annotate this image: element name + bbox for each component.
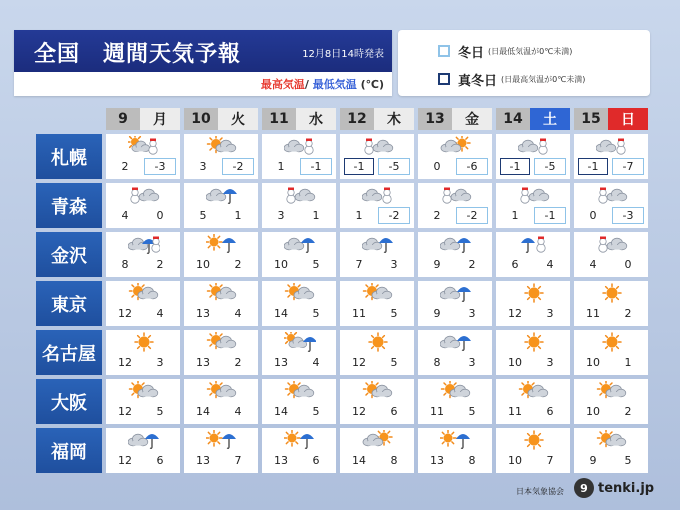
snow-cloud-icon xyxy=(596,234,628,254)
sun-cloud-icon xyxy=(206,332,238,352)
forecast-cell xyxy=(184,379,258,424)
snow-cloud-icon xyxy=(440,185,472,205)
forecast-cell xyxy=(418,330,492,375)
cloud-sun-snow-icon xyxy=(128,136,160,156)
sun-icon xyxy=(596,283,628,303)
min-temp: 5 xyxy=(390,356,398,369)
sun-cloud-icon xyxy=(362,381,394,401)
max-temp: 3 xyxy=(277,209,285,222)
max-temp: 12 xyxy=(508,307,522,320)
min-temp: 3 xyxy=(468,356,476,369)
min-temp: -3 xyxy=(612,207,644,224)
forecast-cell xyxy=(418,183,492,228)
max-temp: 12 xyxy=(118,405,132,418)
jma-credit: 日本気象協会 xyxy=(516,487,564,496)
max-temp: 14 xyxy=(196,405,210,418)
forecast-cell xyxy=(496,379,570,424)
min-temp: 4 xyxy=(546,258,554,271)
max-temp: 12 xyxy=(352,405,366,418)
forecast-cell xyxy=(496,281,570,326)
forecast-cell xyxy=(106,183,180,228)
max-temp: 11 xyxy=(430,405,444,418)
max-temp: 7 xyxy=(355,258,363,271)
max-temp: 8 xyxy=(433,356,441,369)
sun-cloud-icon xyxy=(284,283,316,303)
forecast-cell xyxy=(262,330,336,375)
forecast-cell xyxy=(574,232,648,277)
min-temp: 3 xyxy=(468,307,476,320)
max-temp: 4 xyxy=(589,258,597,271)
min-temp: 5 xyxy=(312,258,320,271)
max-temp: 13 xyxy=(196,356,210,369)
forecast-cell xyxy=(574,379,648,424)
day-header xyxy=(574,108,648,130)
forecast-cell xyxy=(184,281,258,326)
forecast-cell xyxy=(106,428,180,473)
max-temp: 10 xyxy=(586,356,600,369)
cloud-sun-icon xyxy=(440,136,472,156)
max-temp: 4 xyxy=(121,209,129,222)
cloud-rain-icon xyxy=(440,283,472,303)
forecast-cell xyxy=(262,379,336,424)
tenki-logo-text: tenki.jp xyxy=(598,480,655,496)
legend-fuyu xyxy=(438,42,572,60)
max-temp: 11 xyxy=(352,307,366,320)
min-temp: 5 xyxy=(156,405,164,418)
day-header xyxy=(340,108,414,130)
day-number: 14 xyxy=(496,108,530,130)
forecast-cell xyxy=(418,134,492,179)
forecast-cell xyxy=(496,232,570,277)
day-weekday: 月 xyxy=(140,108,180,130)
day-header xyxy=(262,108,336,130)
sun-cloud-icon xyxy=(596,430,628,450)
forecast-cell xyxy=(262,134,336,179)
day-weekday: 土 xyxy=(530,108,570,130)
max-temp: 12 xyxy=(352,356,366,369)
min-temp: 3 xyxy=(390,258,398,271)
min-temp: 8 xyxy=(468,454,476,467)
city-row xyxy=(36,134,646,179)
max-temp: 9 xyxy=(589,454,597,467)
min-temp: 2 xyxy=(234,258,242,271)
forecast-cell xyxy=(106,281,180,326)
day-number: 10 xyxy=(184,108,218,130)
sun-rain-icon xyxy=(206,430,238,450)
min-temp: 1 xyxy=(624,356,632,369)
city-row xyxy=(36,281,646,326)
max-temp: 12 xyxy=(118,356,132,369)
min-temp: 6 xyxy=(390,405,398,418)
min-temp: 4 xyxy=(234,307,242,320)
sun-cloud-icon xyxy=(518,381,550,401)
legend-panel xyxy=(398,30,650,96)
city-row xyxy=(36,330,646,375)
day-number: 11 xyxy=(262,108,296,130)
max-temp: 14 xyxy=(274,405,288,418)
sun-rain-icon xyxy=(206,234,238,254)
issued-time: 12月8日14時発表 xyxy=(302,49,384,60)
min-temp: 8 xyxy=(390,454,398,467)
max-temp: 13 xyxy=(430,454,444,467)
forecast-cell xyxy=(184,330,258,375)
cloud-snow-icon xyxy=(596,136,628,156)
sun-icon xyxy=(518,332,550,352)
city-name: 大阪 xyxy=(36,379,102,424)
sun-icon xyxy=(518,430,550,450)
max-temp: 6 xyxy=(511,258,519,271)
cloud-rain-icon xyxy=(440,332,472,352)
min-temp: 5 xyxy=(624,454,632,467)
day-number: 13 xyxy=(418,108,452,130)
forecast-cell xyxy=(106,232,180,277)
min-temp: -2 xyxy=(456,207,488,224)
mafuyu-label: 真冬日 xyxy=(458,73,498,89)
forecast-cell xyxy=(496,183,570,228)
city-row xyxy=(36,379,646,424)
max-temp: 10 xyxy=(586,405,600,418)
min-temp: -5 xyxy=(534,158,566,175)
max-temp: 8 xyxy=(121,258,129,271)
sun-cloud-icon xyxy=(128,381,160,401)
cloud-rain-icon xyxy=(128,430,160,450)
min-temp: 7 xyxy=(234,454,242,467)
min-temp: -7 xyxy=(612,158,644,175)
max-temp: 11 xyxy=(508,405,522,418)
min-temp: 3 xyxy=(156,356,164,369)
forecast-cell xyxy=(340,183,414,228)
forecast-cell xyxy=(262,183,336,228)
rain-snow-icon xyxy=(518,234,550,254)
max-temp: 2 xyxy=(433,209,441,222)
max-temp: 5 xyxy=(199,209,207,222)
max-temp: -1 xyxy=(500,158,530,175)
min-temp: 4 xyxy=(234,405,242,418)
sun-cloud-icon xyxy=(128,283,160,303)
city-name: 名古屋 xyxy=(36,330,102,375)
min-temp: 6 xyxy=(156,454,164,467)
forecast-cell xyxy=(418,281,492,326)
day-header xyxy=(106,108,180,130)
legend-mafuyu xyxy=(438,70,585,88)
sun-cloud-icon xyxy=(596,381,628,401)
max-temp: -1 xyxy=(344,158,374,175)
city-name: 福岡 xyxy=(36,428,102,473)
max-temp: 12 xyxy=(118,454,132,467)
min-temp: 2 xyxy=(234,356,242,369)
forecast-grid xyxy=(36,108,646,473)
forecast-cell xyxy=(418,232,492,277)
forecast-cell xyxy=(340,428,414,473)
forecast-cell xyxy=(574,134,648,179)
forecast-cell xyxy=(496,330,570,375)
max-temp: 2 xyxy=(121,160,129,173)
cloud-snow-icon xyxy=(518,136,550,156)
sun-cloud-icon xyxy=(362,283,394,303)
snow-cloud-icon xyxy=(128,185,160,205)
min-temp: 6 xyxy=(312,454,320,467)
min-temp: -5 xyxy=(378,158,410,175)
min-temp: 2 xyxy=(624,307,632,320)
min-temp: 3 xyxy=(546,307,554,320)
forecast-cell xyxy=(340,134,414,179)
min-temp: -2 xyxy=(378,207,410,224)
forecast-cell xyxy=(340,379,414,424)
forecast-cell xyxy=(262,428,336,473)
max-temp: 1 xyxy=(511,209,519,222)
min-temp: 0 xyxy=(156,209,164,222)
cloud-sun-icon xyxy=(362,430,394,450)
forecast-cell xyxy=(574,428,648,473)
max-temp: 12 xyxy=(118,307,132,320)
city-row xyxy=(36,428,646,473)
max-temp: -1 xyxy=(578,158,608,175)
forecast-cell xyxy=(340,330,414,375)
day-number: 9 xyxy=(106,108,140,130)
min-temp: 7 xyxy=(546,454,554,467)
max-temp: 11 xyxy=(586,307,600,320)
snow-cloud-icon xyxy=(596,185,628,205)
forecast-cell xyxy=(496,428,570,473)
min-temp: 4 xyxy=(312,356,320,369)
max-temp: 0 xyxy=(589,209,597,222)
sun-cloud-icon xyxy=(206,136,238,156)
day-header xyxy=(418,108,492,130)
forecast-cell xyxy=(184,428,258,473)
forecast-cell xyxy=(418,379,492,424)
min-temp: 5 xyxy=(390,307,398,320)
cloud-rain-icon xyxy=(284,234,316,254)
forecast-cell xyxy=(574,330,648,375)
title-panel xyxy=(14,30,392,96)
forecast-cell xyxy=(496,134,570,179)
snow-cloud-icon xyxy=(284,185,316,205)
sun-icon xyxy=(128,332,160,352)
min-temp: -1 xyxy=(534,207,566,224)
forecast-cell xyxy=(106,330,180,375)
forecast-cell xyxy=(184,134,258,179)
max-temp: 10 xyxy=(274,258,288,271)
min-temp: 0 xyxy=(624,258,632,271)
max-temp: 13 xyxy=(274,454,288,467)
day-header xyxy=(184,108,258,130)
mafuyu-swatch xyxy=(438,73,450,85)
forecast-cell xyxy=(106,134,180,179)
forecast-cell xyxy=(340,281,414,326)
max-temp: 13 xyxy=(196,307,210,320)
day-number: 12 xyxy=(340,108,374,130)
day-weekday: 火 xyxy=(218,108,258,130)
max-temp: 10 xyxy=(508,356,522,369)
min-temp: -6 xyxy=(456,158,488,175)
label-separator: / xyxy=(304,78,309,91)
min-temp: 1 xyxy=(312,209,320,222)
temperature-legend-line xyxy=(261,76,384,92)
day-weekday: 木 xyxy=(374,108,414,130)
forecast-cell xyxy=(262,281,336,326)
sun-cloud-icon xyxy=(284,381,316,401)
min-temp: 2 xyxy=(624,405,632,418)
min-temp-label: 最低気温 xyxy=(312,78,357,91)
city-name: 青森 xyxy=(36,183,102,228)
tenki-logo-icon: 9 xyxy=(574,478,594,498)
mafuyu-note: (日最高気温が0℃未満) xyxy=(501,74,586,84)
max-temp: 13 xyxy=(274,356,288,369)
sun-icon xyxy=(362,332,394,352)
min-temp: 5 xyxy=(312,405,320,418)
min-temp: 5 xyxy=(468,405,476,418)
forecast-cell xyxy=(184,232,258,277)
day-number: 15 xyxy=(574,108,608,130)
sun-icon xyxy=(518,283,550,303)
city-name: 札幌 xyxy=(36,134,102,179)
city-row xyxy=(36,232,646,277)
min-temp: 6 xyxy=(546,405,554,418)
max-temp: 14 xyxy=(274,307,288,320)
snow-cloud-icon xyxy=(518,185,550,205)
min-temp: 5 xyxy=(312,307,320,320)
city-name: 東京 xyxy=(36,281,102,326)
sun-cloud-rain-icon xyxy=(284,332,316,352)
sun-rain-icon xyxy=(440,430,472,450)
cloud-rain-snow-icon xyxy=(128,234,160,254)
min-temp: -1 xyxy=(300,158,332,175)
day-weekday: 金 xyxy=(452,108,492,130)
max-temp: 10 xyxy=(196,258,210,271)
forecast-cell xyxy=(106,379,180,424)
max-temp: 1 xyxy=(277,160,285,173)
city-name: 金沢 xyxy=(36,232,102,277)
cloud-rain-icon xyxy=(362,234,394,254)
city-row xyxy=(36,183,646,228)
max-temp: 9 xyxy=(433,307,441,320)
min-temp: -3 xyxy=(144,158,176,175)
sun-cloud-icon xyxy=(206,283,238,303)
cloud-rain-icon xyxy=(206,185,238,205)
max-temp: 9 xyxy=(433,258,441,271)
title-bar xyxy=(14,30,392,72)
tenki-logo xyxy=(574,478,654,498)
fuyu-label: 冬日 xyxy=(458,45,485,61)
min-temp: -2 xyxy=(222,158,254,175)
max-temp: 10 xyxy=(508,454,522,467)
sun-cloud-icon xyxy=(206,381,238,401)
max-temp-label: 最高気温 xyxy=(260,78,305,91)
forecast-cell xyxy=(340,232,414,277)
max-temp: 13 xyxy=(196,454,210,467)
max-temp: 14 xyxy=(352,454,366,467)
cloud-rain-icon xyxy=(440,234,472,254)
forecast-cell xyxy=(574,183,648,228)
min-temp: 1 xyxy=(234,209,242,222)
day-weekday: 水 xyxy=(296,108,336,130)
cloud-snow-icon xyxy=(362,185,394,205)
min-temp: 4 xyxy=(156,307,164,320)
max-temp: 0 xyxy=(433,160,441,173)
sun-icon xyxy=(596,332,628,352)
max-temp: 1 xyxy=(355,209,363,222)
day-header xyxy=(496,108,570,130)
min-temp: 3 xyxy=(546,356,554,369)
min-temp: 2 xyxy=(468,258,476,271)
day-weekday: 日 xyxy=(608,108,648,130)
fuyu-note: (日最低気温が0℃未満) xyxy=(488,46,573,56)
cloud-snow-icon xyxy=(284,136,316,156)
forecast-cell xyxy=(262,232,336,277)
forecast-cell xyxy=(184,183,258,228)
forecast-cell xyxy=(574,281,648,326)
snow-cloud-icon xyxy=(362,136,394,156)
min-temp: 2 xyxy=(156,258,164,271)
sun-cloud-icon xyxy=(440,381,472,401)
max-temp: 3 xyxy=(199,160,207,173)
sun-rain-icon xyxy=(284,430,316,450)
unit-label: (℃) xyxy=(360,78,384,91)
forecast-cell xyxy=(418,428,492,473)
fuyu-swatch xyxy=(438,45,450,57)
page-title: 全国 週間天気予報 xyxy=(34,42,242,67)
